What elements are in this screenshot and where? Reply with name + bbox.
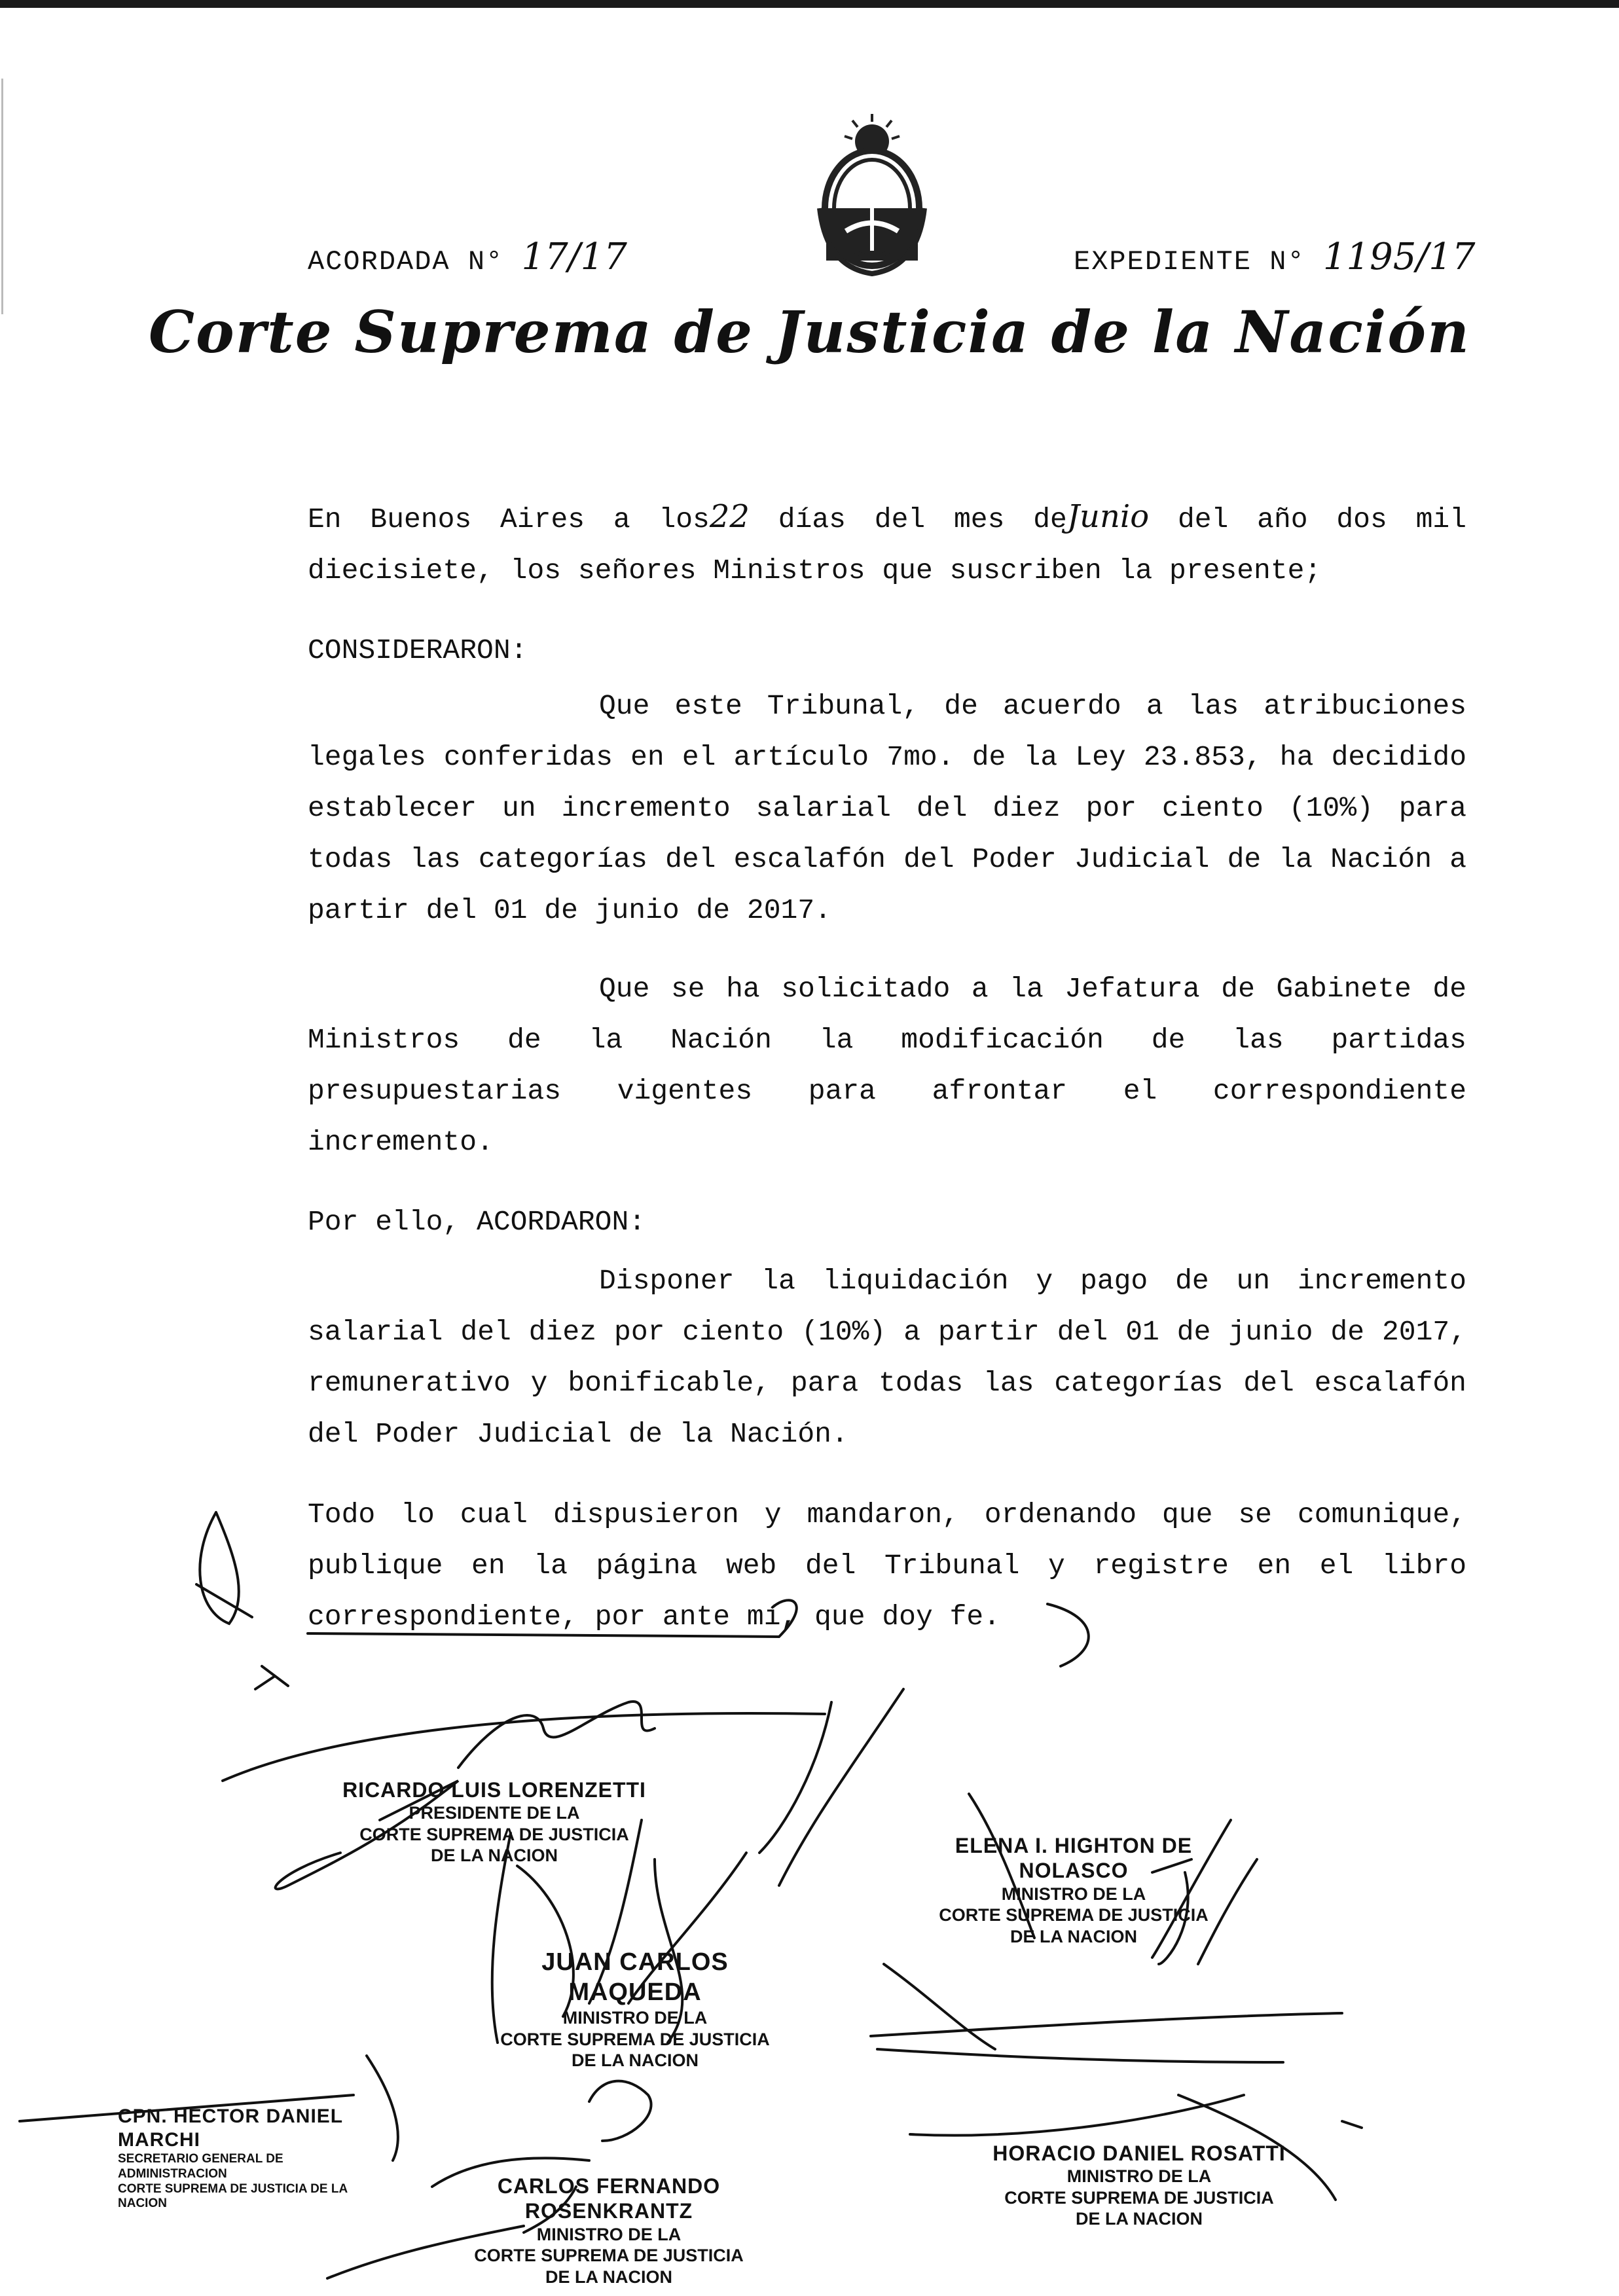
- signature-title-line: DE LA NACION: [1076, 2209, 1203, 2229]
- considerando-2-text: Que se ha solicitado a la Jefatura de Gabinete de Ministros de la Nación la modificación de las partidas presupuestarias vigentes para afrontar el correspondiente incremento.: [308, 973, 1466, 1158]
- acordada-number: 17/17: [521, 236, 627, 278]
- signature-title-line: DE LA NACION: [572, 2050, 699, 2070]
- intro-day: 22: [709, 498, 750, 535]
- signature-stamp-rosenkrantz: [426, 2174, 792, 2287]
- signature-title-line: CORTE SUPREMA DE JUSTICIA: [1004, 2187, 1274, 2208]
- signature-name: JUAN CARLOS MAQUEDA: [541, 1948, 729, 2006]
- signature-title-line: PRESIDENTE DE LA: [409, 1803, 580, 1823]
- expediente-label: EXPEDIENTE N°: [1074, 246, 1305, 278]
- expediente-number: 1195/17: [1322, 236, 1476, 278]
- intro-text-1: En Buenos Aires a los: [308, 503, 710, 536]
- acordaron-1-text: Disponer la liquidación y pago de un incremento salarial del diez por ciento (10%) a partir del 01 de junio de 2017, remunerativo y bonificable, para todas las categorías del escalafón del Poder Judicial de la Nación.: [308, 1265, 1466, 1450]
- considerando-heading-text: CONSIDERARON:: [308, 634, 528, 666]
- intro-text-3: del año dos mil diecisiete, los señores Ministros que suscriben la presente;: [308, 503, 1466, 587]
- signature-stamp-rosatti: [982, 2141, 1296, 2230]
- signature-title-line: DE LA NACION: [1010, 1926, 1137, 1946]
- acordada-label: ACORDADA N°: [308, 246, 504, 278]
- considerando-1-text: Que este Tribunal, de acuerdo a las atribuciones legales conferidas en el artículo 7mo. de la Ley 23.853, ha decidido establecer un incremento salarial del diez por ciento (10%) para todas las categorías del escalafón del Poder Judicial de la Nación a partir del 01 de junio de 2017.: [308, 690, 1466, 926]
- signature-name: HORACIO DANIEL ROSATTI: [992, 2141, 1286, 2165]
- acordaron-heading-text: Por ello, ACORDARON:: [308, 1206, 646, 1238]
- signature-title-line: MINISTRO DE LA: [562, 2008, 708, 2028]
- signature-stamp-marchi: [118, 2105, 393, 2212]
- signature-title-line: MINISTRO DE LA: [536, 2224, 682, 2244]
- signature-title-line: MINISTRO DE LA: [1066, 2166, 1212, 2187]
- signature-stamp-highton: [903, 1833, 1244, 1947]
- signature-name: ELENA I. HIGHTON DE NOLASCO: [955, 1834, 1193, 1883]
- signature-title-line: CORTE SUPREMA DE JUSTICIA DE LA NACION: [118, 2181, 348, 2211]
- signature-title-line: DE LA NACION: [431, 1846, 558, 1866]
- signature-title-line: CORTE SUPREMA DE JUSTICIA: [939, 1905, 1209, 1925]
- court-title: Corte Suprema de Justicia de la Nación: [148, 298, 1470, 366]
- signature-stamp-lorenzetti: [324, 1777, 664, 1867]
- intro-text-2: días del mes de: [778, 503, 1067, 536]
- signature-title-line: SECRETARIO GENERAL DE ADMINISTRACION: [118, 2152, 283, 2181]
- signature-title-line: MINISTRO DE LA: [1001, 1884, 1146, 1904]
- signature-title-line: CORTE SUPREMA DE JUSTICIA: [474, 2246, 744, 2266]
- signature-name: CPN. HECTOR DANIEL MARCHI: [118, 2105, 343, 2151]
- signature-title-line: CORTE SUPREMA DE JUSTICIA: [359, 1824, 629, 1844]
- intro-month: Junio: [1066, 498, 1150, 535]
- signature-name: RICARDO LUIS LORENZETTI: [342, 1778, 646, 1802]
- signature-stamp-maqueda: [471, 1948, 799, 2071]
- signature-name: CARLOS FERNANDO ROSENKRANTZ: [497, 2174, 721, 2223]
- signature-title-line: CORTE SUPREMA DE JUSTICIA: [500, 2029, 770, 2049]
- closing-text: Todo lo cual dispusieron y mandaron, ordenando que se comunique, publique en la página web del Tribunal y registre en el libro correspondiente, por ante mí, que doy fe.: [308, 1499, 1466, 1633]
- signature-title-line: DE LA NACION: [545, 2267, 672, 2287]
